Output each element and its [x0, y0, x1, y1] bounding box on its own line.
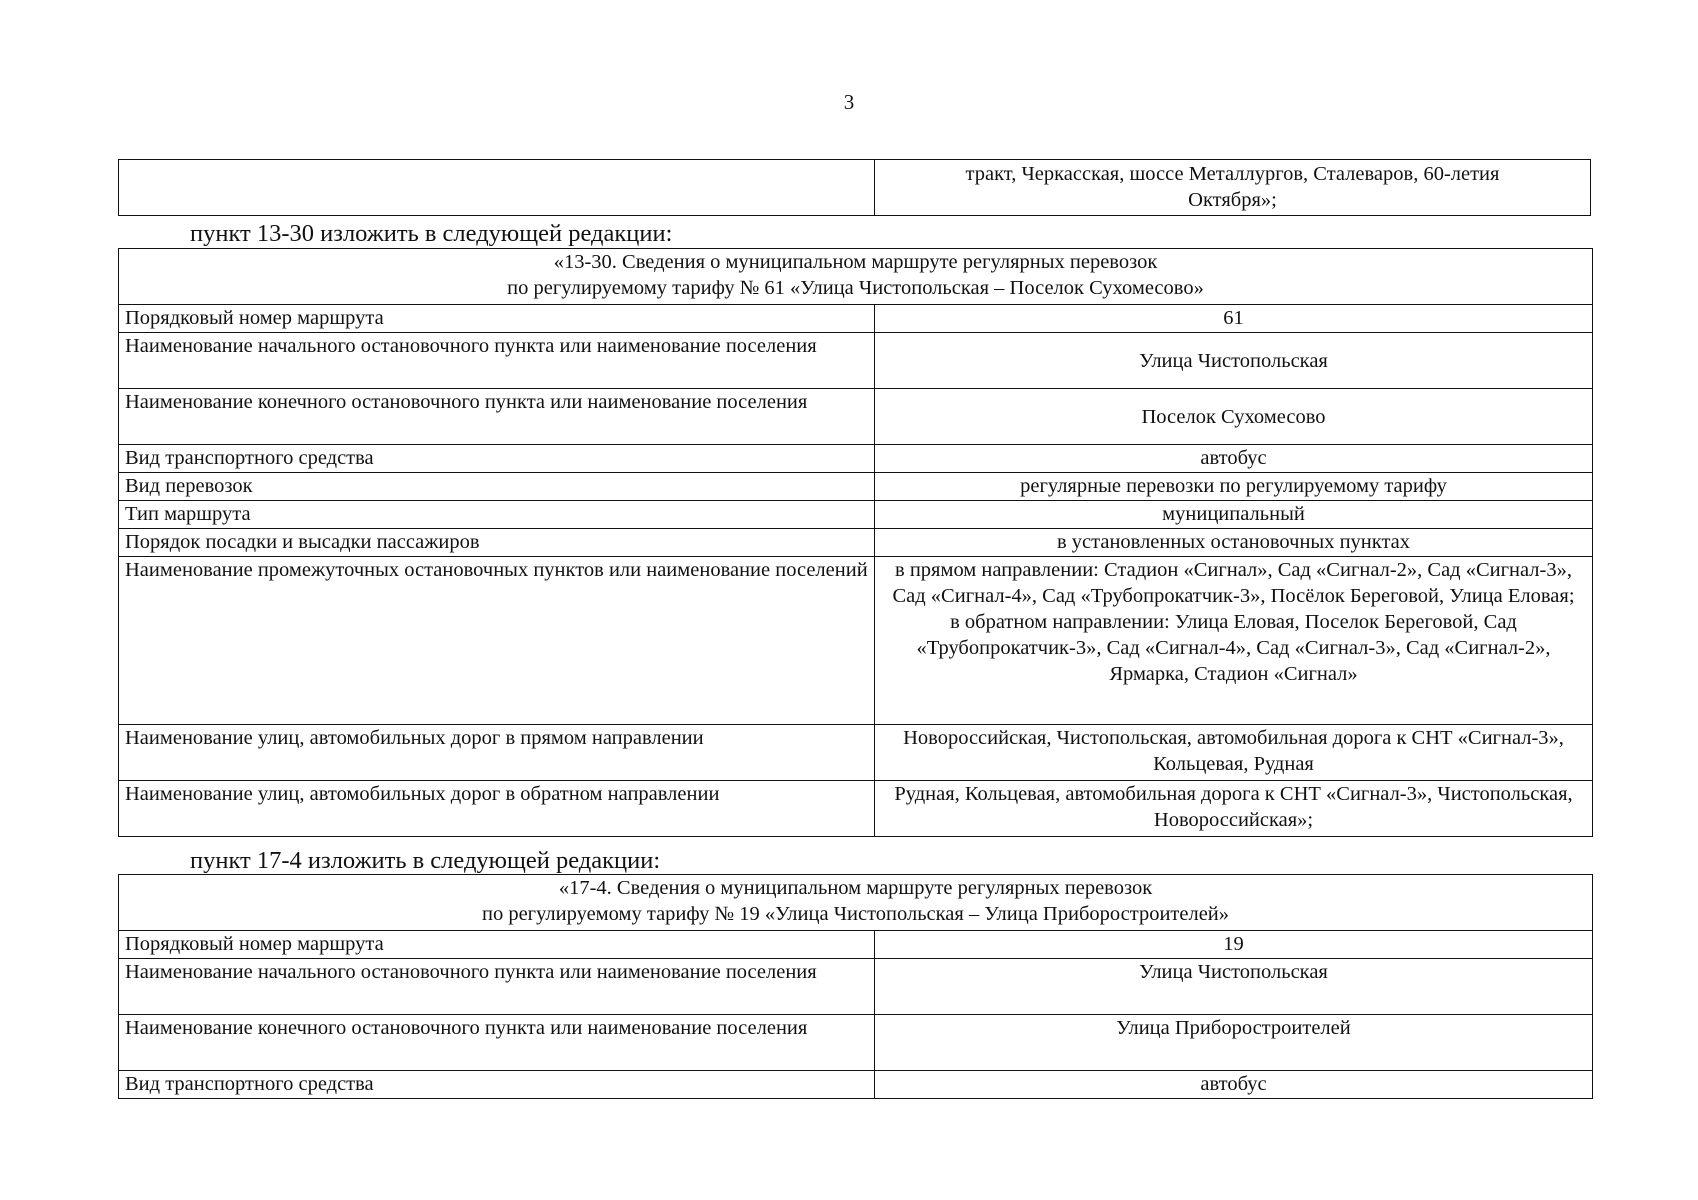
table-row	[119, 959, 1593, 1015]
value-backward: в обратном направлении: Улица Еловая, Поселок Береговой, Сад «Трубопрокатчик-3», Сад «Сигнал-4», Сад «Сигнал-3», Сад «Сигнал-2», Ярмарка, Стадион «Сигнал»	[916, 611, 1551, 685]
row-value: в установленных остановочных пунктах	[875, 529, 1593, 557]
row-value: 19	[875, 931, 1593, 959]
continuation-table	[118, 159, 1591, 216]
row-label: Наименование промежуточных остановочных пунктов или наименование поселений	[119, 557, 875, 725]
row-value: регулярные перевозки по регулируемому тарифу	[875, 473, 1593, 501]
page-number: 3	[843, 90, 855, 114]
row-value: Улица Чистопольская	[875, 959, 1593, 1015]
route-table-17-4	[118, 874, 1593, 1099]
table-title	[119, 249, 1593, 305]
row-value: 61	[875, 305, 1593, 333]
row-label: Вид транспортного средства	[119, 445, 875, 473]
table-row	[119, 333, 1593, 389]
row-label: Наименование улиц, автомобильных дорог в прямом направлении	[119, 725, 875, 781]
row-value: Рудная, Кольцевая, автомобильная дорога к СНТ «Сигнал-3», Чистопольская, Новороссийская»;	[875, 781, 1593, 837]
row-label: Наименование конечного остановочного пункта или наименование поселения	[119, 389, 875, 445]
table-row	[119, 445, 1593, 473]
row-value: муниципальный	[875, 501, 1593, 529]
instruction-13-30: пункт 13-30 изложить в следующей редакции:	[190, 220, 673, 247]
row-label: Наименование начального остановочного пункта или наименование поселения	[119, 959, 875, 1015]
row-label: Наименование конечного остановочного пункта или наименование поселения	[119, 1015, 875, 1071]
row-value: Новороссийская, Чистопольская, автомобильная дорога к СНТ «Сигнал-3», Кольцевая, Рудная	[875, 725, 1593, 781]
table-row	[119, 931, 1593, 959]
row-value: автобус	[875, 1071, 1593, 1099]
title-line: «13-30. Сведения о муниципальном маршруте регулярных перевозок	[553, 251, 1158, 273]
table-row	[119, 473, 1593, 501]
row-label: Порядковый номер маршрута	[119, 305, 875, 333]
table-row	[119, 725, 1593, 781]
row-value	[875, 557, 1593, 725]
row-value: Улица Чистопольская	[875, 333, 1593, 389]
title-line: «17-4. Сведения о муниципальном маршруте регулярных перевозок	[558, 877, 1153, 899]
row-value: автобус	[875, 445, 1593, 473]
table-row	[119, 781, 1593, 837]
cell-text: Октября»;	[1188, 189, 1277, 211]
table-title-row	[119, 875, 1593, 931]
row-label: Наименование начального остановочного пункта или наименование поселения	[119, 333, 875, 389]
table-row	[119, 305, 1593, 333]
instruction-17-4: пункт 17-4 изложить в следующей редакции:	[190, 847, 661, 874]
table-row	[119, 389, 1593, 445]
table-row	[119, 557, 1593, 725]
table-cell	[119, 160, 875, 216]
table-title-row	[119, 249, 1593, 305]
table-row	[119, 160, 1591, 216]
table-title	[119, 875, 1593, 931]
cell-text: тракт, Черкасская, шоссе Металлургов, Сталеваров, 60-летия	[965, 163, 1500, 185]
row-value: Поселок Сухомесово	[875, 389, 1593, 445]
table-row	[119, 501, 1593, 529]
title-line: по регулируемому тарифу № 61 «Улица Чистопольская – Поселок Сухомесово»	[507, 277, 1204, 299]
row-label: Вид перевозок	[119, 473, 875, 501]
row-label: Порядок посадки и высадки пассажиров	[119, 529, 875, 557]
table-row	[119, 529, 1593, 557]
title-line: по регулируемому тарифу № 19 «Улица Чистопольская – Улица Приборостроителей»	[481, 903, 1230, 925]
table-row	[119, 1015, 1593, 1071]
value-forward: в прямом направлении: Стадион «Сигнал», Сад «Сигнал-2», Сад «Сигнал-3», Сад «Сигнал-4», Сад «Трубопрокатчик-3», Посёлок Береговой, Улица Еловая;	[892, 559, 1575, 607]
row-label: Вид транспортного средства	[119, 1071, 875, 1099]
row-label: Порядковый номер маршрута	[119, 931, 875, 959]
table-row	[119, 1071, 1593, 1099]
row-label: Тип маршрута	[119, 501, 875, 529]
table-cell	[875, 160, 1591, 216]
row-label: Наименование улиц, автомобильных дорог в обратном направлении	[119, 781, 875, 837]
row-value: Улица Приборостроителей	[875, 1015, 1593, 1071]
route-table-13-30	[118, 248, 1593, 837]
